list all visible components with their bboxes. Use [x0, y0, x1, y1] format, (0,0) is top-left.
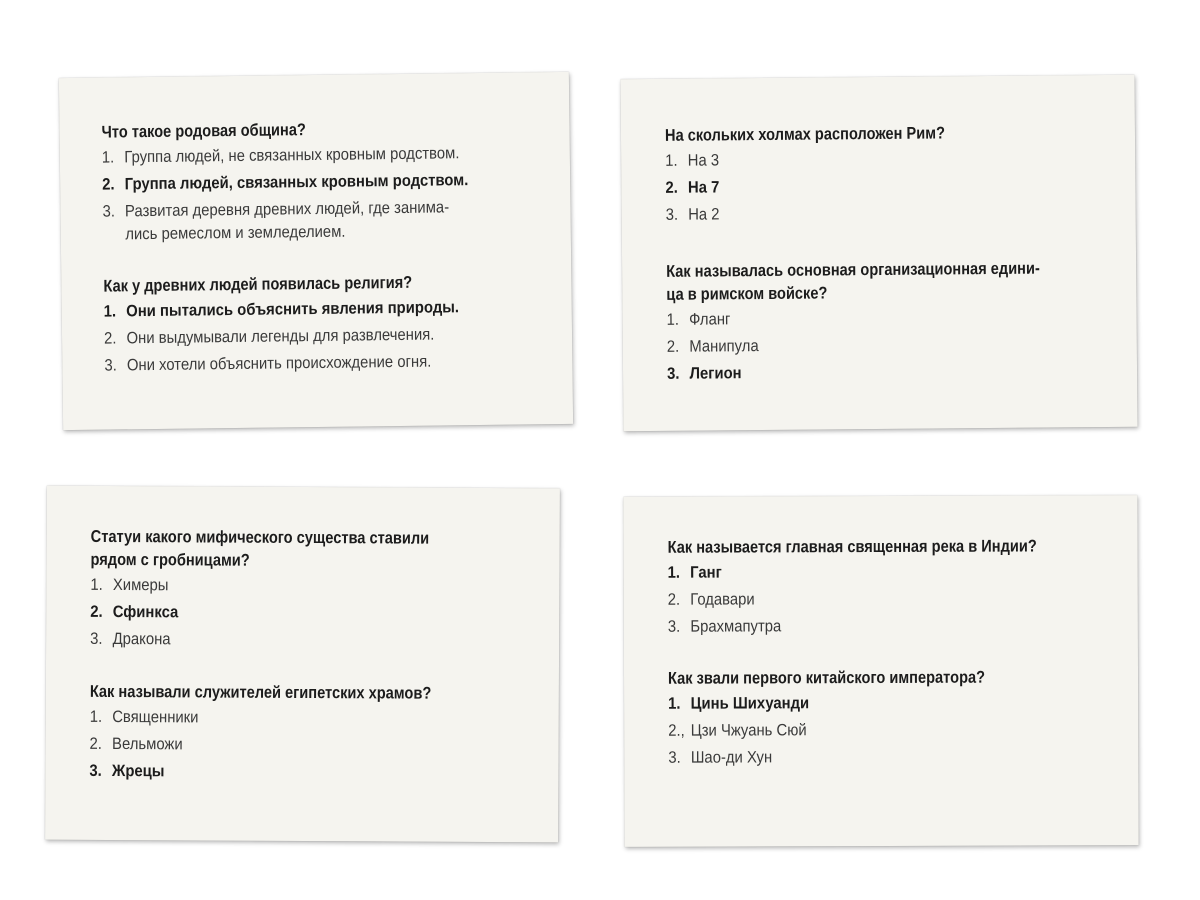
answer-text: Развитая деревня древних людей, где занима-лись ремеслом и земледелием.	[124, 198, 450, 244]
answer-text: Вельможи	[112, 735, 183, 754]
answer-list	[104, 295, 537, 377]
answer-item	[102, 141, 534, 169]
answer-text: Химеры	[112, 576, 169, 595]
answer-text: Дракона	[112, 630, 171, 649]
answer-text: Группа людей, не связанных кровным родством.	[124, 144, 460, 167]
answer-number: 2.	[665, 178, 678, 197]
answer-number: 2.	[89, 734, 103, 753]
answer-number: 2.	[103, 329, 117, 348]
answer-number: 1.	[101, 148, 115, 167]
answer-list	[90, 574, 523, 653]
answer-number: 1.	[90, 575, 103, 594]
answer-number: 2.	[90, 602, 103, 621]
quiz-card-2	[620, 75, 1137, 431]
answer-item	[666, 305, 1100, 332]
answer-text: Сфинкса	[112, 603, 179, 622]
quiz-card-3	[45, 486, 560, 843]
answer-number: 1.	[665, 151, 678, 170]
correct-answer-item	[665, 173, 1099, 200]
answer-number: 1.	[103, 302, 117, 321]
question-block	[666, 256, 1101, 390]
question-text: Что такое родовая община?	[101, 120, 306, 142]
answer-item	[668, 745, 1102, 770]
answer-number: 2.	[102, 175, 115, 194]
question-text: Как называли служителей египетских храмов?	[89, 681, 432, 703]
question-block	[668, 665, 1102, 774]
answer-item	[104, 349, 536, 377]
answer-text: Цинь Шихуанди	[690, 694, 810, 713]
answer-item	[668, 614, 1102, 639]
answer-text: Они пытались объяснить явления природы.	[126, 298, 460, 321]
answer-text: Шао-ди Хун	[690, 748, 773, 767]
question-text: Как называлась основная организационная едини-ца в римском войске?	[666, 258, 1040, 304]
correct-answer-item	[102, 168, 534, 196]
answer-list	[102, 141, 535, 246]
correct-answer-item	[668, 560, 1102, 585]
correct-answer-item	[668, 691, 1102, 716]
correct-answer-item	[104, 295, 536, 323]
answer-text: Священники	[112, 708, 199, 727]
answer-item	[90, 706, 523, 731]
answer-number: 3.	[668, 748, 681, 767]
answer-text: На 7	[687, 178, 720, 197]
answer-text: Легион	[689, 364, 742, 383]
question-block	[665, 120, 1100, 231]
correct-answer-item	[667, 359, 1101, 386]
answer-number: 2.	[666, 337, 680, 356]
quiz-card-4	[623, 495, 1138, 847]
answer-number: 3.	[90, 629, 103, 648]
answer-number: 3.	[89, 761, 102, 780]
question-block	[101, 115, 535, 250]
answer-text: Они выдумывали легенды для развлечения.	[126, 325, 435, 348]
answer-text: Манипула	[689, 337, 759, 356]
answer-item	[668, 718, 1102, 743]
question-text: Как называется главная священная река в Индии?	[667, 536, 1037, 557]
answer-number: 1.	[666, 310, 680, 329]
answer-item	[90, 628, 523, 653]
answer-number: 1.	[668, 694, 681, 713]
question-block	[668, 534, 1102, 643]
answer-text: Они хотели объяснить происхождение огня.	[126, 352, 432, 375]
answer-number: 3.	[666, 364, 680, 383]
answer-text: Фланг	[688, 310, 731, 329]
question-text: На скольких холмах расположен Рим?	[664, 123, 946, 145]
question-block	[90, 525, 524, 657]
question-block	[103, 269, 536, 381]
answer-number: 2.,	[668, 721, 685, 740]
answer-list	[665, 146, 1100, 227]
answer-text: Ганг	[690, 563, 722, 582]
question-text: Статуи какого мифического существа ставили рядом с гробницами?	[90, 526, 430, 570]
answer-text: Группа людей, связанных кровным родством.	[124, 171, 469, 194]
answer-number: 1.	[89, 707, 103, 726]
answer-text: Брахмапутра	[690, 617, 782, 636]
correct-answer-item	[90, 601, 523, 626]
answer-list	[668, 560, 1102, 639]
answer-text: Годавари	[690, 590, 755, 609]
question-text: Как у древних людей появилась религия?	[103, 272, 413, 296]
question-text: Как звали первого китайского императора?	[667, 667, 986, 688]
answer-list	[89, 706, 522, 785]
answer-text: Цзи Чжуань Сюй	[690, 721, 807, 740]
answer-text: На 3	[687, 151, 720, 170]
correct-answer-item	[89, 760, 522, 785]
answer-item	[104, 322, 536, 350]
answer-number: 2.	[667, 590, 681, 609]
quiz-card-1	[59, 72, 573, 430]
answer-number: 3.	[102, 202, 116, 221]
answer-item	[666, 200, 1100, 227]
answer-number: 3.	[104, 356, 117, 375]
answer-item	[667, 332, 1101, 359]
answer-text: Жрецы	[111, 762, 165, 781]
answer-item	[665, 146, 1099, 173]
answer-number: 3.	[665, 205, 679, 224]
answer-text: На 2	[688, 205, 720, 224]
answer-item	[668, 587, 1102, 612]
answer-item	[102, 195, 534, 246]
answer-number: 3.	[667, 617, 681, 636]
question-block	[89, 680, 523, 789]
answer-number: 1.	[667, 563, 681, 582]
answer-list	[666, 305, 1101, 386]
answer-list	[668, 691, 1102, 770]
answer-item	[90, 574, 523, 599]
answer-item	[90, 733, 523, 758]
